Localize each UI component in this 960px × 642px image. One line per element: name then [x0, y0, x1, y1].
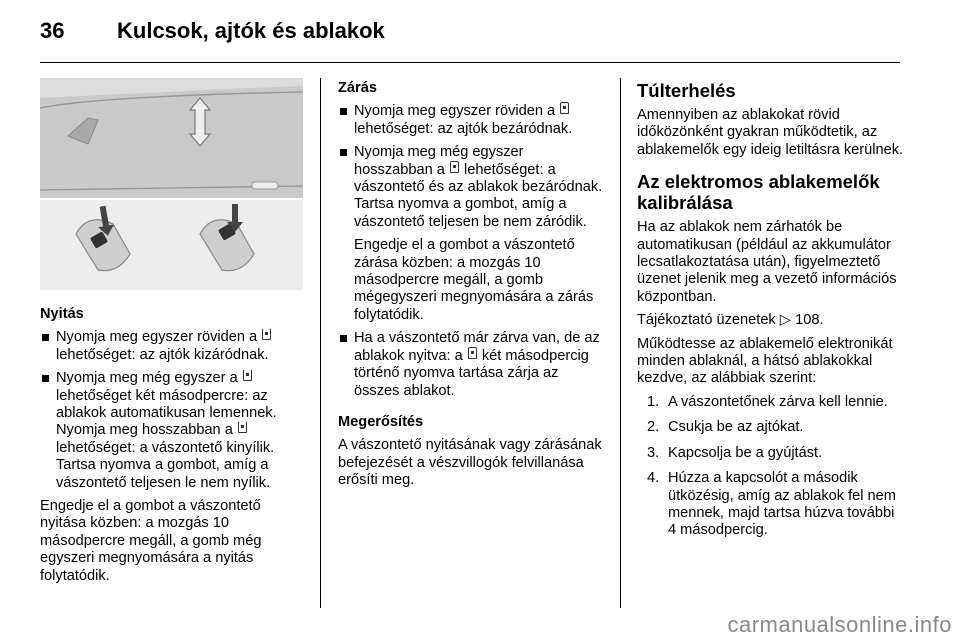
column-2 — [338, 80, 605, 496]
paragraph — [637, 312, 905, 329]
bullet-text: lehetőséget: a vászontető kinyílik. Tartsa nyomva a gombot, amíg a vászontető teljesen le nem nyílik. — [56, 439, 275, 491]
lock-icon — [450, 161, 459, 173]
paragraph: A vászontető nyitásának vagy zárásának befejezését a vészvillogók felvillanása erősíti meg. — [338, 437, 602, 489]
section-heading-nyitas: Nyitás — [40, 306, 84, 322]
paragraph: Működtesse az ablakemelő elektronikát minden ablaknál, a hátsó ablakokkal kezdve, az alábbiak szerint: — [637, 335, 893, 387]
section-heading-kalibralas: Az elektromos ablakemelők kalibrálása — [637, 171, 880, 214]
list-item — [40, 370, 305, 492]
list-item — [338, 330, 605, 400]
section-heading-zaras: Zárás — [338, 80, 377, 96]
bullet-text: Nyomja meg még egyszer hosszabban a — [354, 144, 524, 178]
step-text: Húzza a kapcsolót a második ütközésig, amíg az ablakok fel nem mennek, majd tartsa húzva további 4 másodpercig. — [668, 470, 896, 539]
paragraph: Engedje el a gombot a vászontető nyitása közben: a mozgás 10 másodpercre megáll, a gomb még egyszeri megnyomására a nyitás folytatódik. — [40, 498, 262, 584]
bullet-text: két másodpercig történő nyomva tartása zárja az összes ablakot. — [354, 347, 589, 399]
unlock-icon — [243, 369, 252, 381]
page-title: Kulcsok, ajtók és ablakok — [117, 18, 385, 43]
step-text: Csukja be az ajtókat. — [668, 419, 804, 436]
step-number: 1. — [647, 393, 660, 410]
column-3 — [637, 80, 905, 548]
lock-icon — [468, 347, 477, 359]
list-item — [647, 470, 905, 540]
unlock-icon — [262, 328, 271, 340]
column-1 — [40, 306, 305, 591]
step-number: 4. — [647, 470, 660, 487]
paragraph: Amennyiben az ablakokat rövid időközönként gyakran működtetik, az ablakemelők egy ideig letiltásra kerülnek. — [637, 107, 904, 158]
page-reference-arrow-icon: ▷ — [779, 312, 792, 329]
paragraph: Engedje el a gombot a vászontető zárása közben: a mozgás 10 másodpercre megáll, a gomb mégegyszeri megnyomására a zárás folytatódik. — [354, 237, 594, 323]
header-rule — [40, 62, 900, 63]
reference-text: Tájékoztató üzenetek — [637, 312, 776, 329]
numbered-list — [637, 394, 905, 540]
column-divider — [620, 78, 621, 608]
list-item — [647, 419, 905, 436]
bullet-text: Nyomja meg egyszer röviden a — [354, 103, 556, 120]
section-heading-tulterheles: Túlterhelés — [637, 80, 736, 101]
bullet-text: lehetőséget: az ajtók bezáródnak. — [354, 120, 573, 137]
bullet-text: Nyomja meg még egyszer a — [56, 370, 238, 387]
car-window-key-illustration — [40, 78, 303, 290]
step-number: 2. — [647, 419, 660, 436]
watermark: carmanualsonline.info — [727, 612, 952, 637]
list-item — [647, 394, 905, 411]
list-item — [40, 329, 305, 364]
paragraph: Ha az ablakok nem zárhatók be automatikusan (például az akkumulátor lecsatlakoztatása után), figyelmeztető üzenet jelenik meg a vezető információs központban. — [637, 219, 897, 305]
bullet-text: lehetőséget: a vászontető és az ablakok bezáródnak. Tartsa nyomva a gombot, amíg a vászontető teljesen be nem záródik. — [354, 161, 603, 230]
bullet-text: Nyomja meg egyszer röviden a — [56, 329, 258, 346]
section-heading-megerosites: Megerősítés — [338, 413, 424, 430]
list-item — [338, 144, 605, 231]
lock-icon — [560, 102, 569, 114]
bullet-text: lehetőséget: az ajtók kizáródnak. — [56, 346, 269, 363]
page-number: 36 — [40, 18, 65, 43]
list-item — [647, 445, 905, 462]
column-divider — [320, 78, 321, 608]
step-text: Kapcsolja be a gyújtást. — [668, 444, 823, 461]
list-item — [338, 103, 605, 138]
bullet-text: lehetőséget két másodpercre: az ablakok automatikusan lemennek. Nyomja meg hosszabban a — [56, 387, 277, 439]
unlock-icon — [238, 421, 247, 433]
reference-page: 108. — [795, 312, 824, 329]
bullet-text: Ha a vászontető már zárva van, de az ablakok nyitva: a — [354, 330, 600, 364]
step-number: 3. — [647, 444, 660, 461]
step-text: A vászontetőnek zárva kell lennie. — [668, 393, 888, 410]
